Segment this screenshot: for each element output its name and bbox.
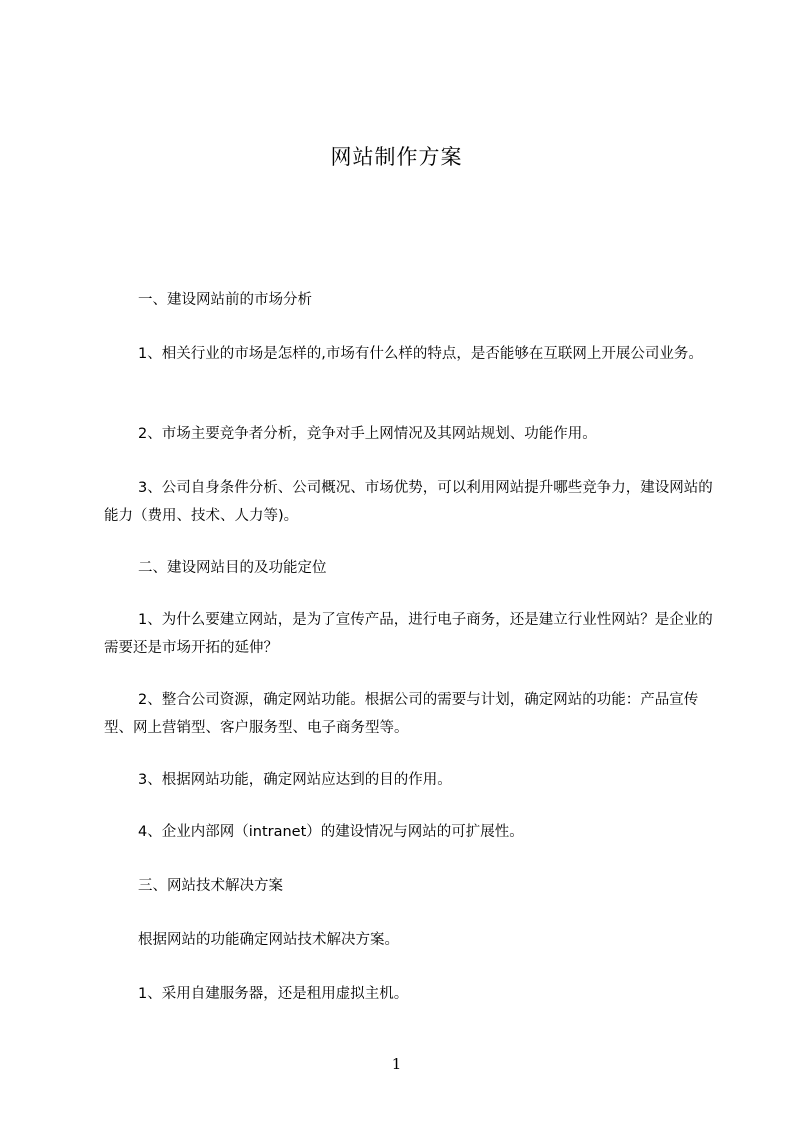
- paragraph-website-goals: 3、根据网站功能，确定网站应达到的目的作用。: [138, 772, 452, 788]
- paragraph-company-conditions: 3、公司自身条件分析、公司概况、市场优势，可以利用网站提升哪些竞争力，建设网站的能力（费用、技术、人力等)。: [104, 480, 713, 524]
- section-heading-tech-solution: 三、网站技术解决方案: [138, 878, 283, 894]
- document-title: 网站制作方案: [330, 145, 463, 169]
- paragraph-intranet: 4、企业内部网（intranet）的建设情况与网站的可扩展性。: [138, 824, 524, 840]
- paragraph-why-build-website: 1、为什么要建立网站，是为了宣传产品，进行电子商务，还是建立行业性网站？是企业的需要还是市场开拓的延伸？: [104, 612, 713, 656]
- paragraph-competitor-analysis: 2、市场主要竞争者分析，竞争对手上网情况及其网站规划、功能作用。: [138, 426, 597, 442]
- paragraph-server-choice: 1、采用自建服务器，还是租用虚拟主机。: [138, 986, 409, 1002]
- paragraph-industry-market: 1、相关行业的市场是怎样的,市场有什么样的特点，是否能够在互联网上开展公司业务。: [138, 346, 703, 362]
- paragraph-tech-solution-intro: 根据网站的功能确定网站技术解决方案。: [138, 932, 399, 948]
- section-heading-website-purpose: 二、建设网站目的及功能定位: [138, 560, 327, 576]
- page-number: 1: [391, 1055, 402, 1073]
- paragraph-integrate-resources: 2、整合公司资源，确定网站功能。根据公司的需要与计划，确定网站的功能：产品宣传型、网上营销型、客户服务型、电子商务型等。: [104, 692, 699, 736]
- section-heading-market-analysis: 一、建设网站前的市场分析: [138, 292, 312, 308]
